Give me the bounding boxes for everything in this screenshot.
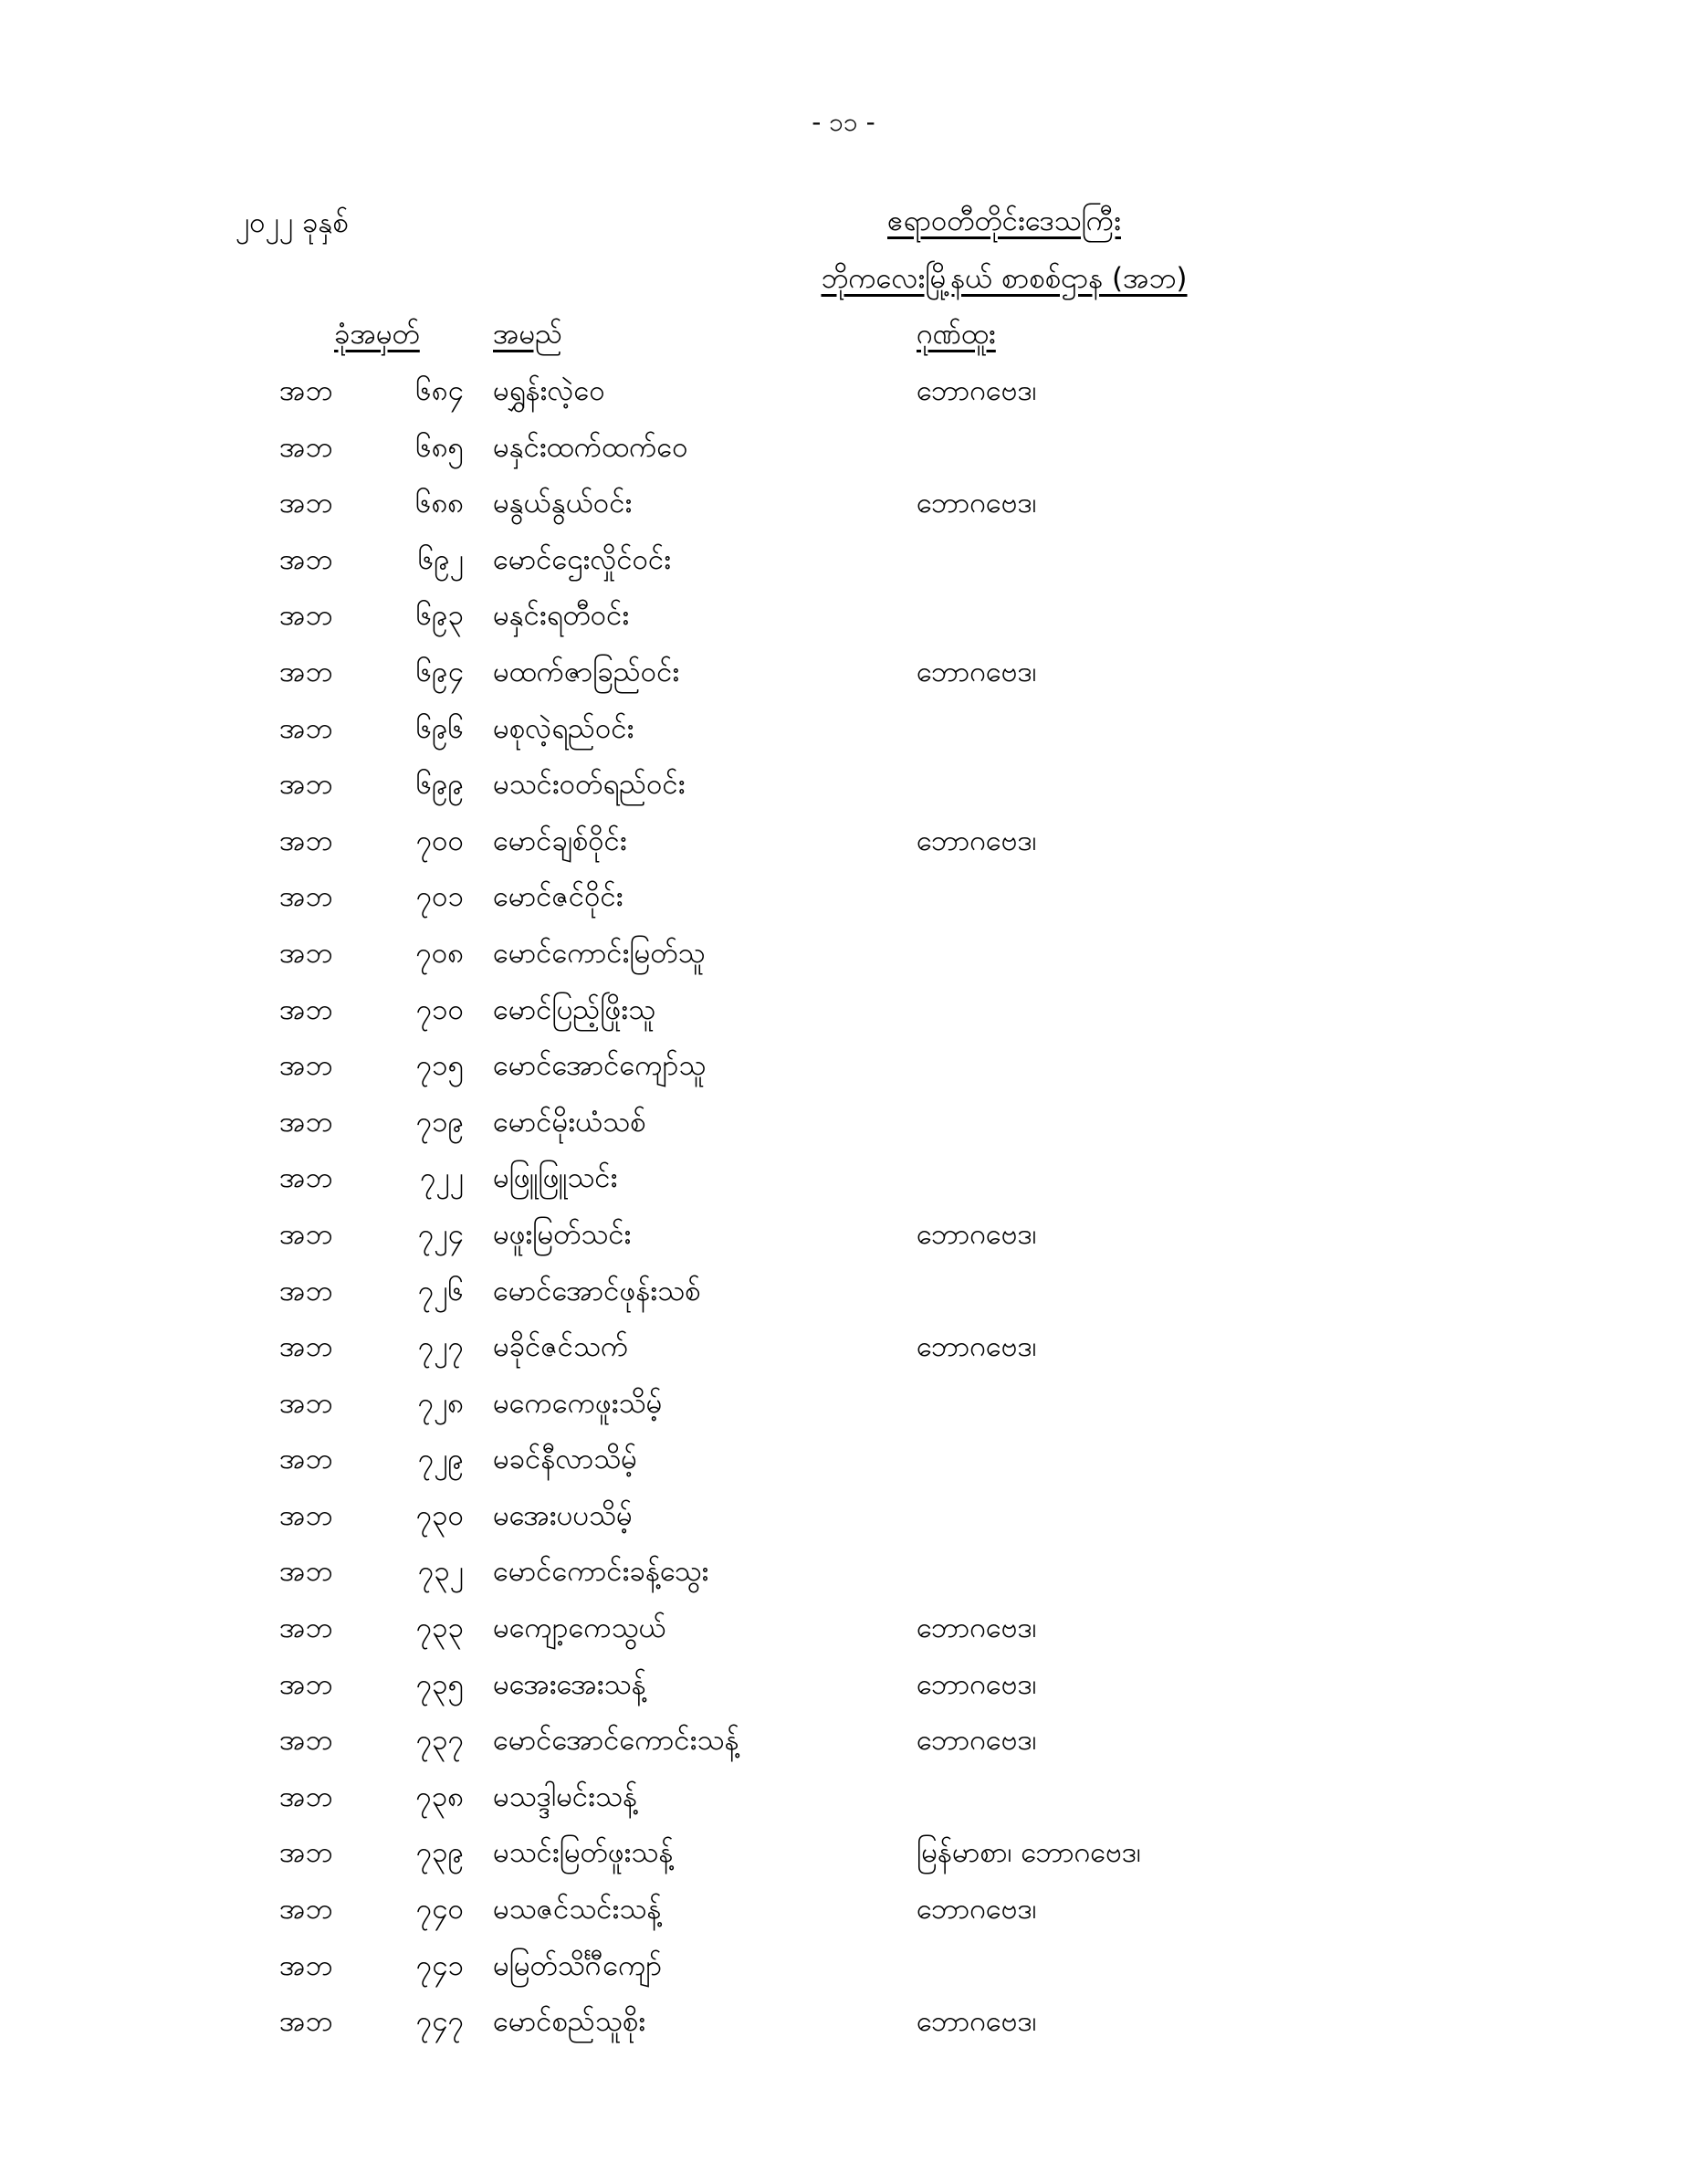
result-row <box>0 1439 1687 1496</box>
roll-number: ၇၁၀ <box>415 992 464 1026</box>
student-name: မဖူးမြတ်သင်း <box>493 1217 632 1251</box>
student-name: မသဇင်သင်းသန့် <box>493 1893 662 1927</box>
distinction: ဘောဂဗေဒ၊ <box>917 1724 1037 1758</box>
roll-number: ၇၀၀ <box>415 824 464 857</box>
result-row <box>0 540 1687 596</box>
student-name: မောင်မိုးယံသစ် <box>493 1105 646 1139</box>
student-name: မခင်နီလာသိမ့် <box>493 1443 637 1476</box>
student-name: မနှင်းထက်ထက်ဝေ <box>493 430 688 464</box>
roll-number: ၆၉၄ <box>415 655 464 688</box>
student-name: မသင်းဝတ်ရည်ဝင်း <box>493 768 686 802</box>
student-name: မောင်ကောင်းခန့်သွေး <box>493 1555 709 1589</box>
roll-prefix: အဘ <box>279 1049 333 1083</box>
result-row <box>0 2001 1687 2058</box>
roll-prefix: အဘ <box>279 1836 333 1870</box>
distinction: ဘောဂဗေဒ၊ <box>917 2005 1037 2039</box>
student-name: မကေကေဖူးသိမ့် <box>493 1386 663 1420</box>
student-name: မရွှန်းလဲ့ဝေ <box>493 374 605 407</box>
roll-number: ၇၄၀ <box>415 1893 464 1927</box>
roll-number: ၇၂၆ <box>417 1274 464 1307</box>
result-row <box>0 1889 1687 1946</box>
distinction: ဘောဂဗေဒ၊ <box>917 655 1037 688</box>
student-name: မောင်စည်သူစိုး <box>493 2005 646 2039</box>
roll-number: ၇၂၂ <box>420 1161 464 1195</box>
roll-prefix: အဘ <box>279 655 333 688</box>
student-name: မအေးအေးသန့် <box>493 1667 646 1701</box>
roll-number: ၆၈၄ <box>415 374 464 407</box>
distinction: ဘောဂဗေဒ၊ <box>917 487 1037 520</box>
roll-number: ၆၉၉ <box>415 768 464 802</box>
distinction: ဘောဂဗေဒ၊ <box>917 1330 1037 1364</box>
result-row <box>0 1777 1687 1833</box>
roll-number: ၇၂၈ <box>417 1386 464 1420</box>
student-name: မောင်ကောင်းမြတ်သူ <box>493 936 706 970</box>
result-row <box>0 1045 1687 1102</box>
student-name: မထက်ဇာခြည်ဝင်း <box>493 655 680 688</box>
result-row <box>0 1214 1687 1271</box>
student-name: မောင်အောင်ကျော်သူ <box>493 1049 707 1083</box>
roll-prefix: အဘ <box>279 1274 333 1307</box>
result-row <box>0 1327 1687 1383</box>
roll-prefix: အဘ <box>279 1161 333 1195</box>
roll-prefix: အဘ <box>279 1724 333 1758</box>
student-name: မဖြူဖြူသင်း <box>493 1161 618 1195</box>
result-row <box>0 427 1687 484</box>
roll-prefix: အဘ <box>279 487 333 520</box>
roll-prefix: အဘ <box>279 599 333 633</box>
roll-number: ၆၉၃ <box>415 599 464 633</box>
student-name: မောင်ချစ်ဝိုင်း <box>493 824 627 857</box>
roll-number: ၆၈၅ <box>415 430 464 464</box>
result-row <box>0 652 1687 709</box>
roll-prefix: အဘ <box>279 1217 333 1251</box>
roll-prefix: အဘ <box>279 1612 333 1645</box>
roll-prefix: အဘ <box>279 1498 333 1532</box>
result-row <box>0 483 1687 540</box>
roll-number: ၇၀၁ <box>415 880 464 914</box>
roll-prefix: အဘ <box>279 1948 333 1982</box>
result-row <box>0 1832 1687 1889</box>
roll-number: ၇၂၉ <box>417 1443 464 1476</box>
roll-prefix: အဘ <box>279 430 333 464</box>
distinction: မြန်မာစာ၊ ဘောဂဗေဒ၊ <box>917 1836 1141 1870</box>
result-row <box>0 1608 1687 1664</box>
student-name: မသင်းမြတ်ဖူးသန့် <box>493 1836 674 1870</box>
results-list <box>0 371 1687 2058</box>
header-roll-number: ခုံအမှတ် <box>334 318 420 351</box>
result-row <box>0 371 1687 427</box>
result-row <box>0 1158 1687 1214</box>
result-row <box>0 821 1687 877</box>
roll-number: ၇၀၈ <box>415 936 464 970</box>
distinction: ဘောဂဗေဒ၊ <box>917 1217 1037 1251</box>
student-name: မအေးပပသိမ့် <box>493 1498 633 1532</box>
student-name: မကျော့ကေသွယ် <box>493 1612 666 1645</box>
roll-number: ၇၃၃ <box>415 1612 464 1645</box>
result-row <box>0 1383 1687 1440</box>
page-number: - ၁၁ - <box>812 107 875 137</box>
roll-prefix: အဘ <box>279 768 333 802</box>
roll-prefix: အဘ <box>279 1780 333 1813</box>
roll-prefix: အဘ <box>279 542 333 576</box>
roll-number: ၆၈၈ <box>415 487 464 520</box>
roll-prefix: အဘ <box>279 711 333 745</box>
distinction: ဘောဂဗေဒ၊ <box>917 1612 1037 1645</box>
header-distinction: ဂုဏ်ထူး <box>917 318 996 351</box>
roll-number: ၇၂၇ <box>417 1330 464 1364</box>
student-name: မနှင်းရတီဝင်း <box>493 599 630 633</box>
roll-prefix: အဘ <box>279 936 333 970</box>
distinction: ဘောဂဗေဒ၊ <box>917 1667 1037 1701</box>
roll-prefix: အဘ <box>279 1105 333 1139</box>
roll-number: ၇၃၈ <box>415 1780 464 1813</box>
result-row <box>0 595 1687 652</box>
roll-prefix: အဘ <box>279 1386 333 1420</box>
roll-number: ၇၄၇ <box>415 2005 464 2039</box>
roll-prefix: အဘ <box>279 824 333 857</box>
roll-prefix: အဘ <box>279 1555 333 1589</box>
roll-number: ၇၁၅ <box>415 1049 464 1083</box>
result-row <box>0 877 1687 933</box>
roll-number: ၇၂၄ <box>417 1217 464 1251</box>
student-name: မောင်အောင်ဖုန်းသစ် <box>493 1274 701 1307</box>
student-name: မခိုင်ဇင်သက် <box>493 1330 629 1364</box>
student-name: မစုလဲ့ရည်ဝင်း <box>493 711 634 745</box>
roll-number: ၆၉၂ <box>417 542 464 576</box>
result-row <box>0 1946 1687 2002</box>
roll-number: ၇၃၉ <box>415 1836 464 1870</box>
roll-number: ၇၄၁ <box>415 1948 464 1982</box>
result-row <box>0 990 1687 1046</box>
roll-prefix: အဘ <box>279 1667 333 1701</box>
student-name: မောင်အောင်ကောင်းသန့် <box>493 1724 739 1758</box>
exam-center-subtitle: ဘိုကလေးမြို့နယ် စာစစ်ဌာန (အဘ) <box>821 262 1188 295</box>
roll-number: ၇၃၅ <box>415 1667 464 1701</box>
roll-number: ၇၁၉ <box>415 1105 464 1139</box>
result-row <box>0 709 1687 765</box>
header-name: အမည် <box>493 318 563 351</box>
result-row <box>0 1551 1687 1608</box>
student-name: မောင်ဌေးလှိုင်ဝင်း <box>493 542 672 576</box>
roll-prefix: အဘ <box>279 2005 333 2039</box>
student-name: မနွယ်နွယ်ဝင်း <box>493 487 633 520</box>
distinction: ဘောဂဗေဒ၊ <box>917 824 1037 857</box>
result-row <box>0 1664 1687 1721</box>
student-name: မောင်ဇင်ဝိုင်း <box>493 880 623 914</box>
roll-prefix: အဘ <box>279 880 333 914</box>
roll-number: ၇၃၀ <box>415 1498 464 1532</box>
result-row <box>0 1496 1687 1552</box>
year-label: ၂၀၂၂ ခုနှစ် <box>236 206 349 239</box>
result-row <box>0 933 1687 990</box>
student-name: မောင်ပြည့်ဖြိုးသူ <box>493 992 656 1026</box>
distinction: ဘောဂဗေဒ၊ <box>917 374 1037 407</box>
roll-prefix: အဘ <box>279 1443 333 1476</box>
distinction: ဘောဂဗေဒ၊ <box>917 1893 1037 1927</box>
result-row <box>0 1720 1687 1777</box>
student-name: မသဒ္ဒါမင်းသန့် <box>493 1780 637 1813</box>
roll-prefix: အဘ <box>279 1330 333 1364</box>
roll-number: ၆၉၆ <box>415 711 464 745</box>
student-name: မမြတ်သိင်္ဂီကျော် <box>493 1948 663 1982</box>
region-title: ဧရာဝတီတိုင်းဒေသကြီး <box>887 205 1121 237</box>
roll-prefix: အဘ <box>279 992 333 1026</box>
result-row <box>0 1271 1687 1328</box>
result-row <box>0 1102 1687 1159</box>
roll-number: ၇၃၂ <box>417 1555 464 1589</box>
roll-number: ၇၃၇ <box>415 1724 464 1758</box>
result-row <box>0 764 1687 821</box>
roll-prefix: အဘ <box>279 374 333 407</box>
roll-prefix: အဘ <box>279 1893 333 1927</box>
